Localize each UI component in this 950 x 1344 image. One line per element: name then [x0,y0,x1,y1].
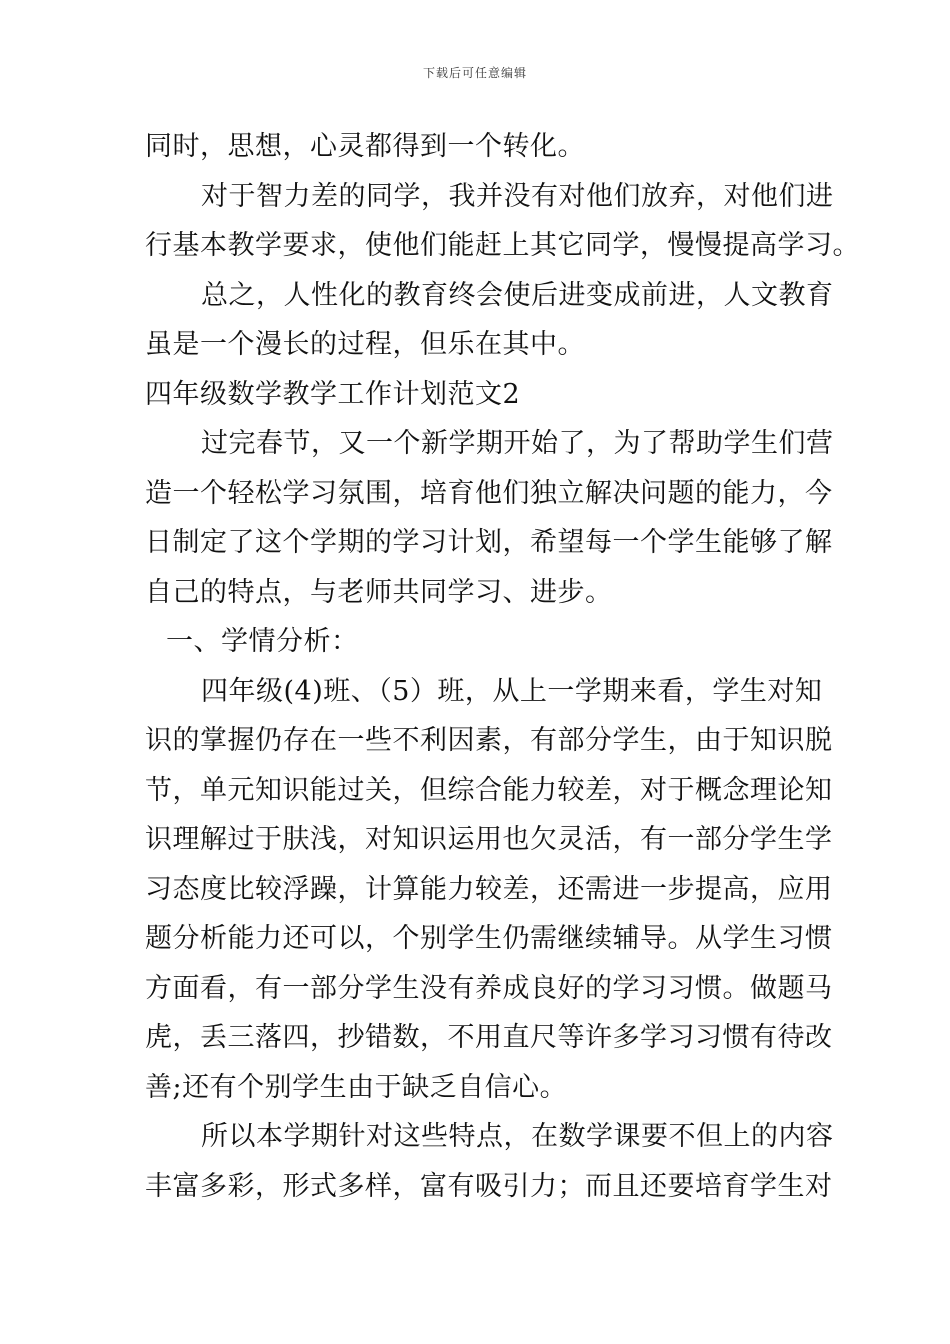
paragraph-line: 善;还有个别学生由于缺乏自信心。 [145,1071,568,1103]
paragraph-line: 题分析能力还可以，个别学生仍需继续辅导。从学生习惯 [145,923,833,954]
paragraph-line: 识的掌握仍存在一些不利因素，有部分学生，由于知识脱 [145,725,833,756]
paragraph-line: 方面看，有一部分学生没有养成良好的学习习惯。做题马 [145,972,833,1004]
paragraph-line: 日制定了这个学期的学习计划，希望每一个学生能够了解 [145,527,833,558]
paragraph-line: 节，单元知识能过关，但综合能力较差，对于概念理论知 [145,774,833,806]
paragraph-line: 识理解过于肤浅，对知识运用也欠灵活，有一部分学生学 [145,824,833,855]
document-body [145,122,860,1211]
paragraph-line: 丰富多彩，形式多样，富有吸引力；而且还要培育学生对 [145,1170,833,1202]
subsection-heading: 一、学情分析： [166,626,359,657]
paragraph-line: 造一个轻松学习氛围，培育他们独立解决问题的能力，今 [145,477,833,509]
paragraph-line: 对于智力差的同学，我并没有对他们放弃，对他们进 [201,180,834,212]
paragraph-line: 所以本学期针对这些特点，在数学课要不但上的内容 [201,1121,834,1152]
header-note: 下载后可任意编辑 [422,66,527,80]
paragraph-line: 自己的特点，与老师共同学习、进步。 [145,576,613,608]
paragraph-line: 四年级(4)班、（5）班，从上一学期来看，学生对知 [201,675,823,707]
paragraph-line: 同时，思想，心灵都得到一个转化。 [145,131,585,162]
paragraph-line: 习态度比较浮躁，计算能力较差，还需进一步提高，应用 [145,873,833,905]
paragraph-line: 行基本教学要求，使他们能赶上其它同学，慢慢提高学习。 [145,230,860,261]
section-title: 四年级数学教学工作计划范文2 [145,378,521,410]
paragraph-line: 虎，丢三落四，抄错数，不用直尺等许多学习习惯有待改 [145,1022,833,1053]
paragraph-line: 虽是一个漫长的过程，但乐在其中。 [145,329,585,360]
paragraph-line: 总之，人性化的教育终会使后进变成前进，人文教育 [201,279,834,311]
paragraph-line: 过完春节，又一个新学期开始了，为了帮助学生们营 [201,428,834,459]
